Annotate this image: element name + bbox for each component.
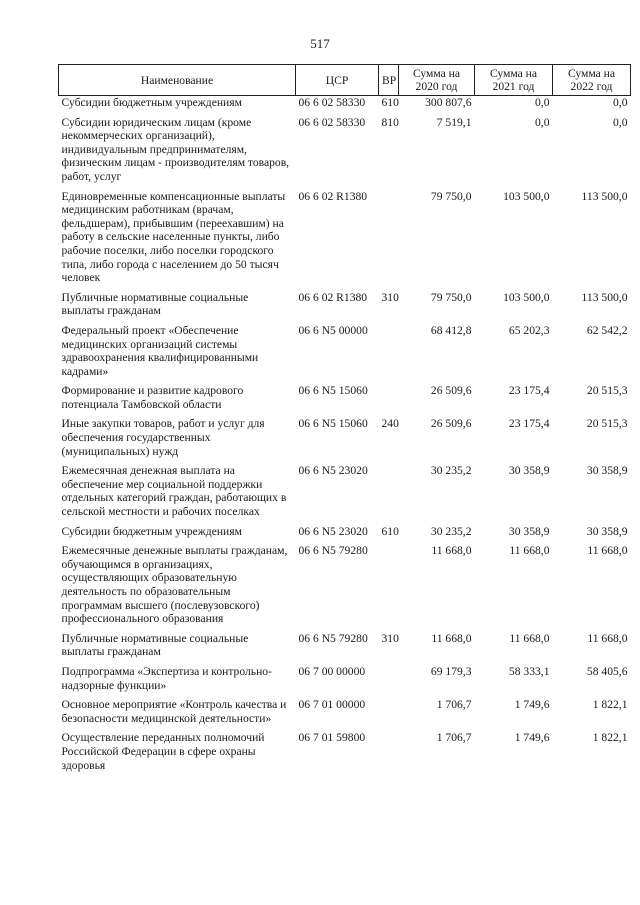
row-sum-2021: 1 749,6 (514, 731, 550, 745)
row-csr: 06 6 N5 79280 (298, 631, 368, 645)
table-row (59, 464, 631, 524)
header-sum-2021: Сумма на 2021 год (475, 65, 553, 96)
row-name: Субсидии юридическим лицам (кроме некоммерческих организаций), индивидуальным предпринимателям, физическим лицам - производителям товаров, работ, услуг (61, 115, 290, 183)
row-vr: 610 (381, 96, 399, 109)
row-sum-2021: 23 175,4 (508, 417, 550, 431)
row-csr: 06 6 02 R1380 (298, 290, 368, 304)
row-vr: 610 (381, 524, 399, 538)
row-csr: 06 7 01 59800 (298, 731, 366, 745)
row-sum-2022: 58 405,6 (586, 664, 628, 678)
row-sum-2021: 103 500,0 (503, 290, 550, 304)
row-name: Публичные нормативные социальные выплаты гражданам (61, 290, 249, 318)
header-name: Наименование (59, 65, 296, 96)
row-name: Основное мероприятие «Контроль качества и безопасности медицинской деятельности» (61, 698, 287, 725)
row-csr: 06 6 02 58330 (298, 115, 366, 129)
row-sum-2021: 0,0 (535, 96, 550, 109)
table-row (59, 190, 631, 291)
row-sum-2020: 1 706,7 (436, 698, 472, 712)
page-number: 517 (310, 36, 330, 51)
row-sum-2020: 26 509,6 (430, 417, 472, 431)
row-sum-2022: 20 515,3 (586, 384, 628, 398)
table-row (59, 698, 631, 731)
row-sum-2022: 11 668,0 (587, 631, 628, 645)
row-name: Единовременные компенсационные выплаты медицинским работникам (врачам, фельдшерам), прибывшим (переехавшим) на работу в сельские населенные пункты, либо рабочие поселки, либо поселки городского типа, либо города с населением до 50 тысяч человек (61, 189, 286, 285)
row-sum-2020: 30 235,2 (430, 524, 472, 538)
row-sum-2020: 30 235,2 (430, 464, 472, 478)
row-name: Ежемесячные денежные выплаты гражданам, обучающимся в организациях, осуществляющих образовательную деятельность по образовательным программам высшего (послевузовского) профессионального образования (61, 544, 288, 626)
row-vr (379, 190, 399, 291)
row-sum-2021: 30 358,9 (508, 524, 550, 538)
row-vr (379, 544, 399, 632)
row-sum-2022: 30 358,9 (586, 524, 628, 538)
table-row (59, 632, 631, 665)
row-vr (379, 324, 399, 384)
row-sum-2020: 79 750,0 (430, 189, 472, 203)
row-sum-2020: 300 807,6 (425, 96, 472, 109)
row-sum-2022: 20 515,3 (586, 417, 628, 431)
row-sum-2022: 62 542,2 (586, 323, 628, 337)
row-sum-2020: 1 706,7 (436, 731, 472, 745)
row-vr (379, 698, 399, 731)
table-row (59, 665, 631, 698)
row-sum-2020: 79 750,0 (430, 290, 472, 304)
row-sum-2020: 69 179,3 (430, 664, 472, 678)
header-sum-2022: Сумма на 2022 год (553, 65, 631, 96)
row-sum-2020: 11 668,0 (431, 544, 472, 558)
row-sum-2022: 113 500,0 (581, 290, 628, 304)
row-sum-2022: 0,0 (613, 115, 628, 129)
row-name: Субсидии бюджетным учреждениям (61, 96, 242, 109)
table-row (59, 116, 631, 190)
budget-table (58, 64, 631, 778)
row-sum-2021: 11 668,0 (509, 544, 550, 558)
row-sum-2022: 11 668,0 (587, 544, 628, 558)
row-vr (379, 384, 399, 417)
table-row (59, 291, 631, 324)
row-csr: 06 6 02 R1380 (298, 189, 368, 203)
row-vr (379, 731, 399, 778)
row-sum-2020: 11 668,0 (431, 631, 472, 645)
row-vr: 810 (381, 115, 399, 129)
row-name: Формирование и развитие кадрового потенциала Тамбовской области (61, 384, 244, 411)
row-sum-2022: 30 358,9 (586, 464, 628, 478)
table-row (59, 731, 631, 778)
row-sum-2020: 7 519,1 (436, 115, 472, 129)
row-sum-2021: 103 500,0 (503, 189, 550, 203)
row-sum-2022: 113 500,0 (581, 189, 628, 203)
row-name: Осуществление переданных полномочий Российской Федерации в сфере охраны здоровья (61, 731, 265, 772)
row-csr: 06 6 N5 23020 (298, 524, 368, 538)
row-vr: 310 (381, 631, 399, 645)
row-csr: 06 7 00 00000 (298, 664, 366, 678)
table-row (59, 525, 631, 545)
row-sum-2020: 26 509,6 (430, 384, 472, 398)
row-sum-2020: 68 412,8 (430, 323, 472, 337)
row-sum-2022: 1 822,1 (592, 731, 628, 745)
header-vr: ВР (379, 65, 399, 96)
row-name: Иные закупки товаров, работ и услуг для обеспечения государственных (муниципальных) нужд (61, 417, 265, 458)
row-vr: 240 (381, 417, 399, 431)
row-sum-2022: 1 822,1 (592, 698, 628, 712)
row-csr: 06 6 N5 00000 (298, 323, 368, 337)
row-name: Публичные нормативные социальные выплаты гражданам (61, 631, 249, 659)
table-row (59, 544, 631, 632)
row-vr (379, 464, 399, 524)
row-csr: 06 7 01 00000 (298, 698, 366, 712)
row-name: Федеральный проект «Обеспечение медицинских организаций системы здравоохранения квалифицированными кадрами» (61, 323, 259, 378)
row-sum-2021: 1 749,6 (514, 698, 550, 712)
table-row (59, 417, 631, 464)
row-csr: 06 6 02 58330 (298, 96, 366, 109)
row-name: Ежемесячная денежная выплата на обеспечение мер социальной поддержки отдельных категорий граждан, работающих в сельской местности и рабочих поселках (61, 464, 287, 519)
row-csr: 06 6 N5 23020 (298, 464, 368, 478)
table-row (59, 384, 631, 417)
row-name: Подпрограмма «Экспертиза и контрольно-надзорные функции» (61, 664, 272, 692)
row-sum-2022: 0,0 (613, 96, 628, 109)
header-sum-2020: Сумма на 2020 год (399, 65, 475, 96)
header-csr: ЦСР (296, 65, 379, 96)
row-sum-2021: 30 358,9 (508, 464, 550, 478)
row-csr: 06 6 N5 15060 (298, 384, 368, 398)
table-row (59, 96, 631, 116)
row-name: Субсидии бюджетным учреждениям (61, 524, 242, 538)
table-row (59, 324, 631, 384)
table-header-row (59, 65, 631, 96)
row-csr: 06 6 N5 79280 (298, 544, 368, 558)
row-vr (379, 665, 399, 698)
row-sum-2021: 65 202,3 (508, 323, 550, 337)
row-sum-2021: 58 333,1 (508, 664, 550, 678)
row-vr: 310 (381, 290, 399, 304)
row-csr: 06 6 N5 15060 (298, 417, 368, 431)
row-sum-2021: 23 175,4 (508, 384, 550, 398)
row-sum-2021: 0,0 (535, 115, 550, 129)
row-sum-2021: 11 668,0 (509, 631, 550, 645)
